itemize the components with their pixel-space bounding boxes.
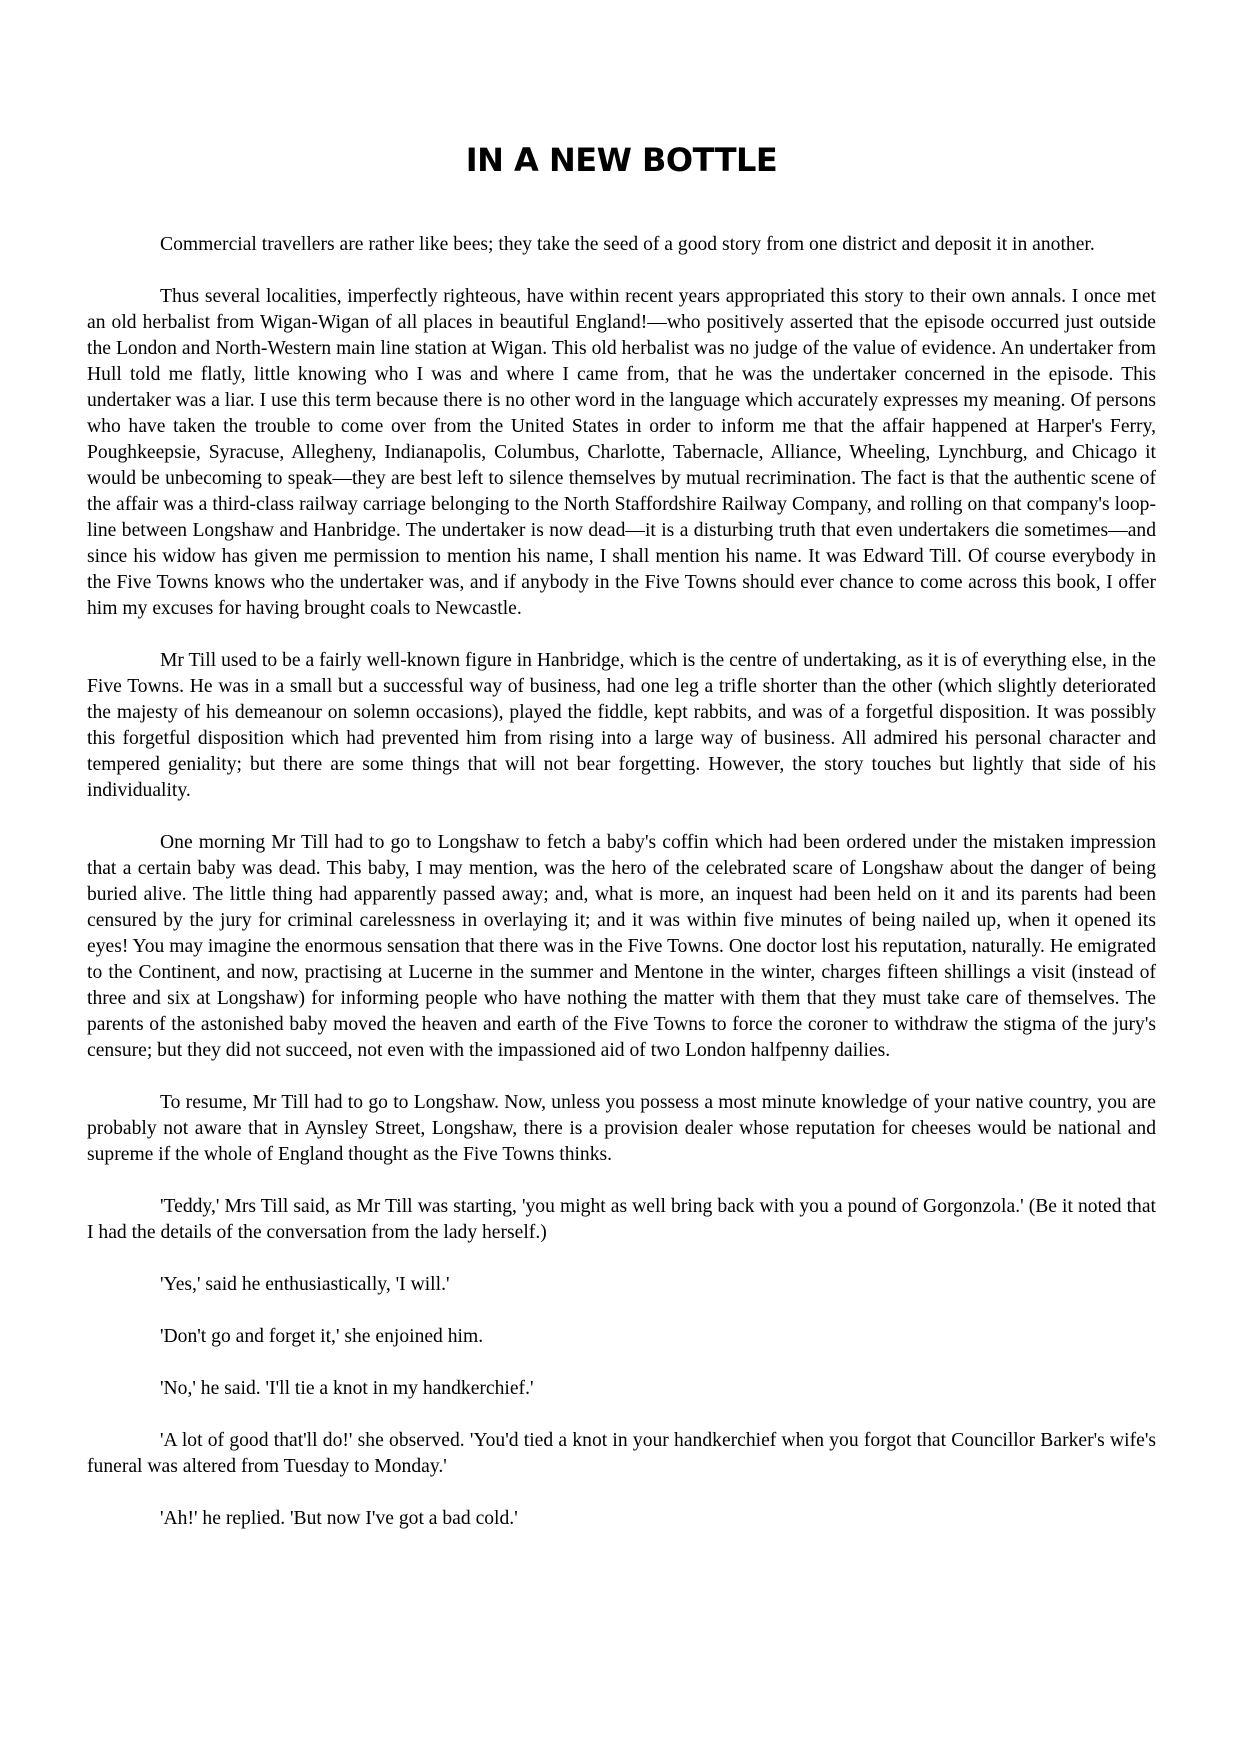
page-title: IN A NEW BOTTLE bbox=[465, 141, 778, 179]
paragraph: 'A lot of good that'll do!' she observed. 'You'd tied a knot in your handkerchief when you forgot that Councillor Barker's wife's funeral was altered from Tuesday to Monday.' bbox=[87, 1430, 1156, 1477]
paragraph: Commercial travellers are rather like bees; they take the seed of a good story from one district and deposit it in another. bbox=[160, 234, 1095, 255]
paragraph: Mr Till used to be a fairly well-known figure in Hanbridge, which is the centre of undertaking, as it is of everything else, in the Five Towns. He was in a small but a successful way of business, had one leg a trifle shorter than the other (which slightly deteriorated the majesty of his demeanour on solemn occasions), played the fiddle, kept rabbits, and was of a forgetful disposition. It was possibly this forgetful disposition which had prevented him from rising into a large way of business. All admired his personal character and tempered geniality; but there are some things that will not bear forgetting. However, the story touches but lightly that side of his individuality. bbox=[87, 650, 1156, 801]
paragraph: 'No,' he said. 'I'll tie a knot in my handkerchief.' bbox=[160, 1378, 534, 1399]
paragraph: To resume, Mr Till had to go to Longshaw. Now, unless you possess a most minute knowledge of your native country, you are probably not aware that in Aynsley Street, Longshaw, there is a provision dealer whose reputation for cheeses would be national and supreme if the whole of England thought as the Five Towns thinks. bbox=[87, 1092, 1156, 1165]
paragraph: One morning Mr Till had to go to Longshaw to fetch a baby's coffin which had been ordered under the mistaken impression that a certain baby was dead. This baby, I may mention, was the hero of the celebrated scare of Longshaw about the danger of being buried alive. The little thing had apparently passed away; and, what is more, an inquest had been held on it and its parents had been censured by the jury for criminal carelessness in overlaying it; and it was within five minutes of being nailed up, when it opened its eyes! You may imagine the enormous sensation that there was in the Five Towns. One doctor lost his reputation, naturally. He emigrated to the Continent, and now, practising at Lucerne in the summer and Mentone in the winter, charges fifteen shillings a visit (instead of three and six at Longshaw) for informing people who have nothing the matter with them that they must take care of themselves. The parents of the astonished baby moved the heaven and earth of the Five Towns to force the coroner to withdraw the stigma of the jury's censure; but they did not succeed, not even with the impassioned aid of two London halfpenny dailies. bbox=[87, 832, 1156, 1061]
paragraph: Thus several localities, imperfectly righteous, have within recent years appropriated this story to their own annals. I once met an old herbalist from Wigan-Wigan of all places in beautiful England!—who positively asserted that the episode occurred just outside the London and North-Western main line station at Wigan. This old herbalist was no judge of the value of evidence. An undertaker from Hull told me flatly, little knowing who I was and where I came from, that he was the undertaker concerned in the episode. This undertaker was a liar. I use this term because there is no other word in the language which accurately expresses my meaning. Of persons who have taken the trouble to come over from the United States in order to inform me that the affair happened at Harper's Ferry, Poughkeepsie, Syracuse, Allegheny, Indianapolis, Columbus, Charlotte, Tabernacle, Alliance, Wheeling, Lynchburg, and Chicago it would be unbecoming to speak—they are best left to silence themselves by mutual recrimination. The fact is that the authentic scene of the affair was a third-class railway carriage belonging to the North Staffordshire Railway Company, and rolling on that company's loop-line between Longshaw and Hanbridge. The undertaker is now dead—it is a disturbing truth that even undertakers die sometimes—and since his widow has given me permission to mention his name, I shall mention his name. It was Edward Till. Of course everybody in the Five Towns knows who the undertaker was, and if anybody in the Five Towns should ever chance to come across this book, I offer him my excuses for having brought coals to Newcastle. bbox=[87, 286, 1156, 619]
paragraph: 'Ah!' he replied. 'But now I've got a bad cold.' bbox=[160, 1508, 518, 1529]
story-body bbox=[87, 232, 1156, 1558]
paragraph: 'Don't go and forget it,' she enjoined him. bbox=[160, 1326, 484, 1347]
paragraph: 'Teddy,' Mrs Till said, as Mr Till was starting, 'you might as well bring back with you a pound of Gorgonzola.' (Be it noted that I had the details of the conversation from the lady herself.) bbox=[87, 1196, 1156, 1243]
paragraph: 'Yes,' said he enthusiastically, 'I will.' bbox=[160, 1274, 450, 1295]
